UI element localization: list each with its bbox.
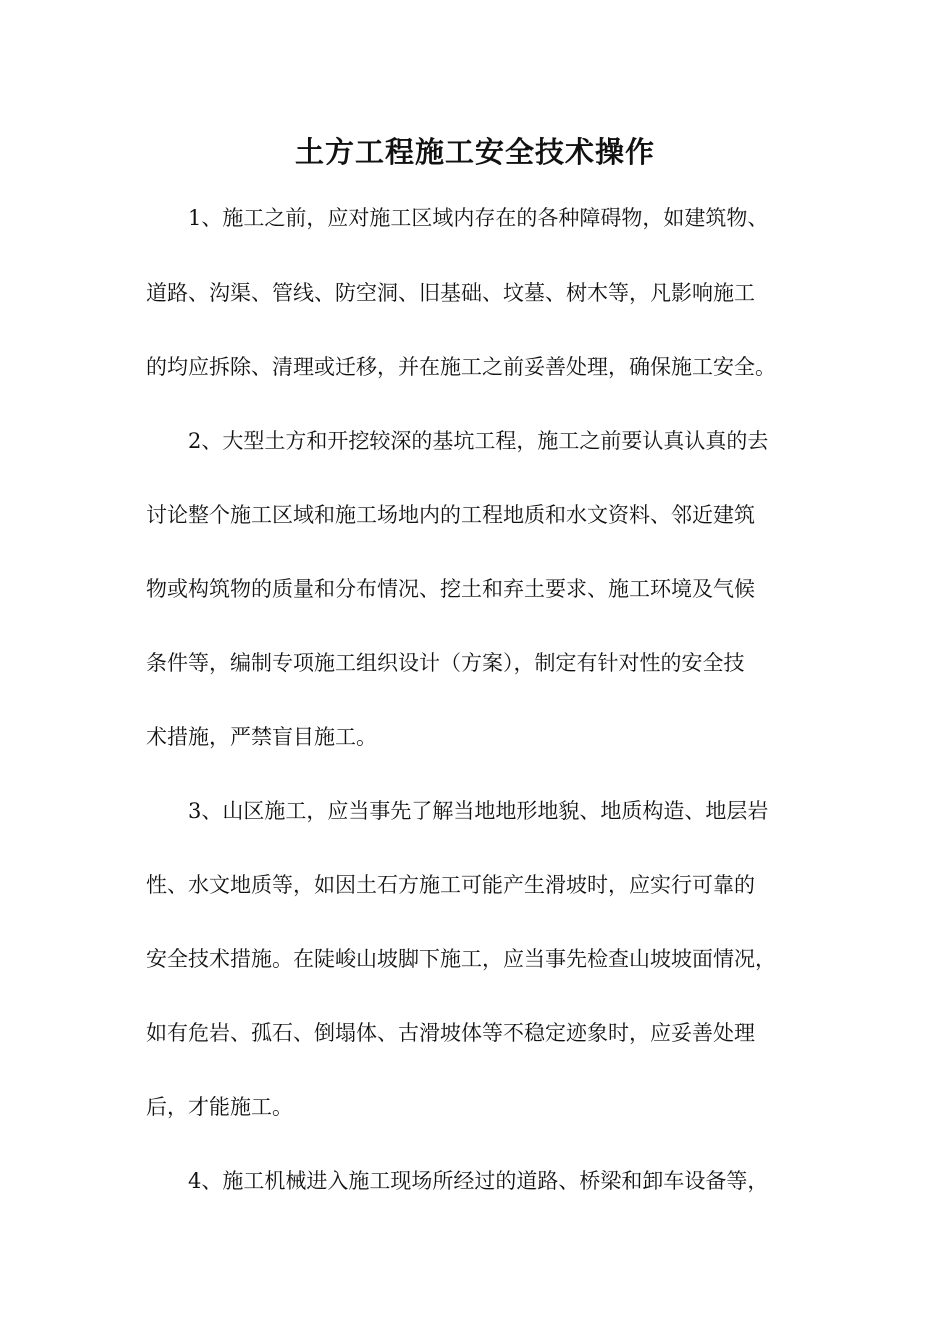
paragraph-2-line-4: 条件等，编制专项施工组织设计（方案），制定有针对性的安全技 — [146, 651, 745, 675]
paragraph-1-line-2: 道路、沟渠、管线、防空洞、旧基础、坟墓、树木等，凡影响施工 — [146, 281, 755, 305]
paragraph-1-line-3: 的均应拆除、清理或迁移，并在施工之前妥善处理，确保施工安全。 — [146, 355, 776, 379]
paragraph-2-line-5: 术措施，严禁盲目施工。 — [146, 725, 377, 749]
paragraph-3-line-2: 性、水文地质等，如因土石方施工可能产生滑坡时，应实行可靠的 — [146, 873, 755, 897]
paragraph-2-line-2: 讨论整个施工区域和施工场地内的工程地质和水文资料、邻近建筑 — [146, 503, 755, 527]
paragraph-4-line-1: 4、施工机械进入施工现场所经过的道路、桥梁和卸车设备等， — [188, 1169, 769, 1193]
paragraph-2-line-1: 2、大型土方和开挖较深的基坑工程，施工之前要认真认真的去 — [188, 429, 769, 453]
page-title: 土方工程施工安全技术操作 — [294, 135, 655, 169]
paragraph-2-line-3: 物或构筑物的质量和分布情况、挖土和弃土要求、施工环境及气候 — [146, 577, 755, 601]
paragraph-3-line-1: 3、山区施工，应当事先了解当地地形地貌、地质构造、地层岩 — [188, 799, 769, 823]
paragraph-3-line-3: 安全技术措施。在陡峻山坡脚下施工，应当事先检查山坡坡面情况， — [146, 947, 776, 971]
paragraph-3-line-5: 后，才能施工。 — [146, 1095, 293, 1119]
paragraph-3-line-4: 如有危岩、孤石、倒塌体、古滑坡体等不稳定迹象时，应妥善处理 — [146, 1021, 755, 1045]
paragraph-1-line-1: 1、施工之前，应对施工区域内存在的各种障碍物，如建筑物、 — [188, 206, 769, 230]
